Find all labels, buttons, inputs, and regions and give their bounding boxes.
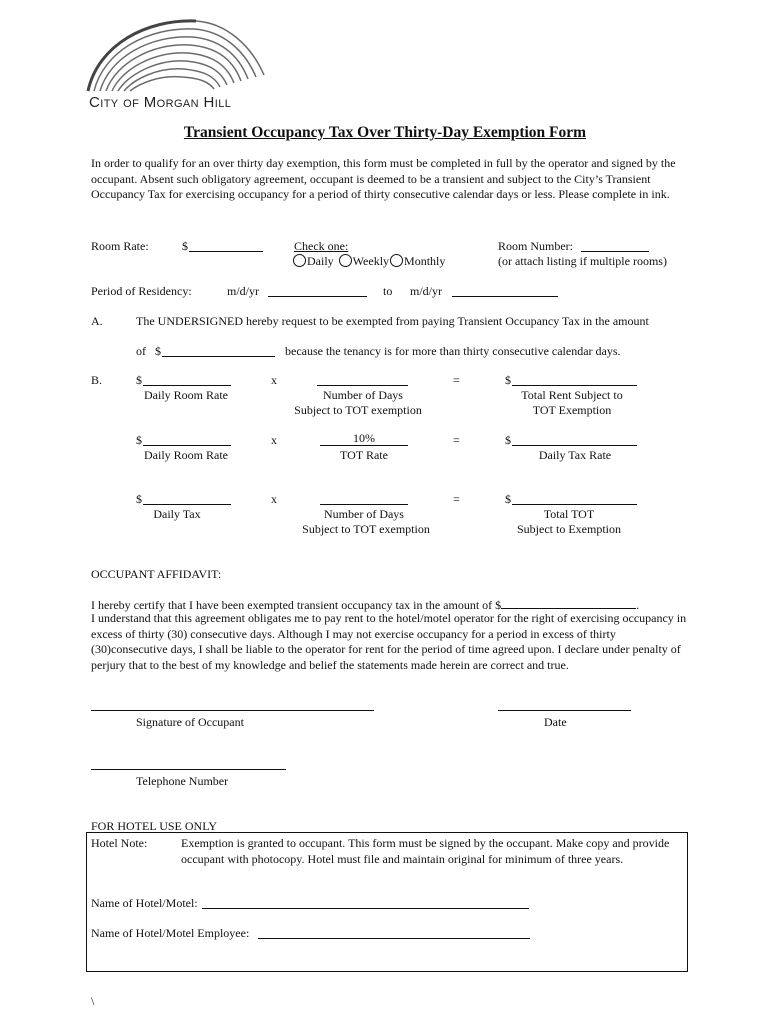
affidavit-line-1: I hereby certify that I have been exempted transient occupancy tax in the amount of $ . xyxy=(91,598,640,612)
room-rate-field[interactable] xyxy=(189,251,263,252)
telephone-field[interactable] xyxy=(91,769,286,770)
exemption-amount-field[interactable] xyxy=(162,356,275,357)
b2-tot-rate-line xyxy=(320,445,408,446)
b2-right-dollar: $ xyxy=(505,433,511,447)
b3-mid-label-2: Subject to TOT exemption xyxy=(302,522,430,536)
b1-left-label: Daily Room Rate xyxy=(144,388,228,402)
b1-days-field[interactable] xyxy=(317,385,408,386)
b1-daily-room-rate-field[interactable] xyxy=(143,385,231,386)
b2-left-label: Daily Room Rate xyxy=(144,448,228,462)
b3-right-label-2: Subject to Exemption xyxy=(517,522,621,536)
start-date-format: m/d/yr xyxy=(227,284,259,298)
room-rate-dollar: $ xyxy=(182,239,188,253)
employee-field[interactable] xyxy=(258,938,530,939)
room-number-field[interactable] xyxy=(581,251,649,252)
daily-radio[interactable]: Daily xyxy=(293,254,334,268)
city-logo xyxy=(86,15,268,95)
telephone-label: Telephone Number xyxy=(136,774,229,788)
hotel-use-heading: FOR HOTEL USE ONLY xyxy=(91,819,218,833)
b2-left-dollar: $ xyxy=(136,433,142,447)
affidavit-amount-field[interactable] xyxy=(501,596,636,609)
b2-daily-tax-rate-field[interactable] xyxy=(512,445,637,446)
monthly-radio[interactable]: Monthly xyxy=(389,254,445,268)
b3-daily-tax-field[interactable] xyxy=(143,504,231,505)
hotel-note-text: Exemption is granted to occupant. This form must be signed by the occupant. Make copy and provide occupant with photocopy. Hotel must file and maintain original for minimum of three years. xyxy=(181,836,670,866)
hotel-name-label: Name of Hotel/Motel: xyxy=(91,896,198,910)
hotel-note-label: Hotel Note: xyxy=(91,836,148,850)
b2-tot-rate-value: 10% xyxy=(353,431,375,445)
b3-mid-label-1: Number of Days xyxy=(324,507,404,521)
affidavit-body: I understand that this agreement obligates me to pay rent to the hotel/motel operator for the right of exercising occupancy in excess of thirty (30) consecutive days. Although I may not exercise occupancy for a period in excess of thirty (30)consecutive days, I shall be liable to the operator for rent for the period of time agreed upon. I declare under penalty of perjury that to the best of my knowledge and belief the statements made herein are correct and true. xyxy=(91,611,687,672)
room-number-note: (or attach listing if multiple rooms) xyxy=(498,254,667,268)
b3-total-tot-field[interactable] xyxy=(512,504,637,505)
b3-right-dollar: $ xyxy=(505,492,511,506)
section-b-letter: B. xyxy=(91,373,103,387)
section-a-letter: A. xyxy=(91,314,103,328)
b2-daily-room-rate-field[interactable] xyxy=(143,445,231,446)
weekly-radio[interactable]: Weekly xyxy=(337,254,389,268)
employee-label: Name of Hotel/Motel Employee: xyxy=(91,926,250,940)
section-a-of: of xyxy=(136,344,146,358)
b3-left-dollar: $ xyxy=(136,492,142,506)
room-number-label: Room Number: xyxy=(498,239,573,253)
section-a-reason: because the tenancy is for more than thirty consecutive calendar days. xyxy=(285,344,621,358)
intro-paragraph: In order to qualify for an over thirty day exemption, this form must be completed in full by the operator and signed by the occupant. Absent such obligatory agreement, occupant is deemed to be a transient and subject to the City’s Transient Occupancy Tax for exercising occupancy for a period of thirty consecutive calendar days or less. Please complete in ink. xyxy=(91,156,676,201)
signature-field[interactable] xyxy=(91,710,374,711)
affidavit-heading: OCCUPANT AFFIDAVIT: xyxy=(91,567,222,581)
b3-times: x xyxy=(271,492,277,506)
b1-mid-label-2: Subject to TOT exemption xyxy=(294,403,422,417)
date-field[interactable] xyxy=(498,710,631,711)
b1-equals: = xyxy=(453,373,460,387)
start-date-field[interactable] xyxy=(268,296,367,297)
b1-left-dollar: $ xyxy=(136,373,142,387)
section-a-text: The UNDERSIGNED hereby request to be exempted from paying Transient Occupancy Tax in the amount xyxy=(136,314,649,328)
end-date-field[interactable] xyxy=(452,296,558,297)
rate-period-options xyxy=(293,254,445,269)
date-label: Date xyxy=(544,715,567,729)
b1-right-label-1: Total Rent Subject to xyxy=(521,388,623,402)
end-date-format: m/d/yr xyxy=(410,284,442,298)
b2-equals: = xyxy=(453,433,460,447)
period-label: Period of Residency: xyxy=(91,284,192,298)
b1-times: x xyxy=(271,373,277,387)
section-a-dollar: $ xyxy=(155,344,161,358)
b3-right-label-1: Total TOT xyxy=(543,507,595,521)
b2-right-label: Daily Tax Rate xyxy=(538,448,612,462)
to-label: to xyxy=(383,284,393,298)
b1-right-dollar: $ xyxy=(505,373,511,387)
city-name: City of Morgan Hill xyxy=(89,94,232,111)
b3-left-label: Daily Tax xyxy=(153,507,201,521)
b1-mid-label-1: Number of Days xyxy=(323,388,403,402)
signature-label: Signature of Occupant xyxy=(136,715,244,729)
form-title: Transient Occupancy Tax Over Thirty-Day Exemption Form xyxy=(183,124,587,141)
hotel-name-field[interactable] xyxy=(202,908,529,909)
check-one-label: Check one: xyxy=(294,239,349,253)
b2-times: x xyxy=(271,433,277,447)
b2-mid-label: TOT Rate xyxy=(340,448,388,462)
b3-equals: = xyxy=(453,492,460,506)
b1-total-rent-field[interactable] xyxy=(512,385,637,386)
room-rate-label: Room Rate: xyxy=(91,239,149,253)
footer-mark: \ xyxy=(91,994,95,1008)
b1-right-label-2: TOT Exemption xyxy=(532,403,612,417)
b3-days-field[interactable] xyxy=(320,504,408,505)
